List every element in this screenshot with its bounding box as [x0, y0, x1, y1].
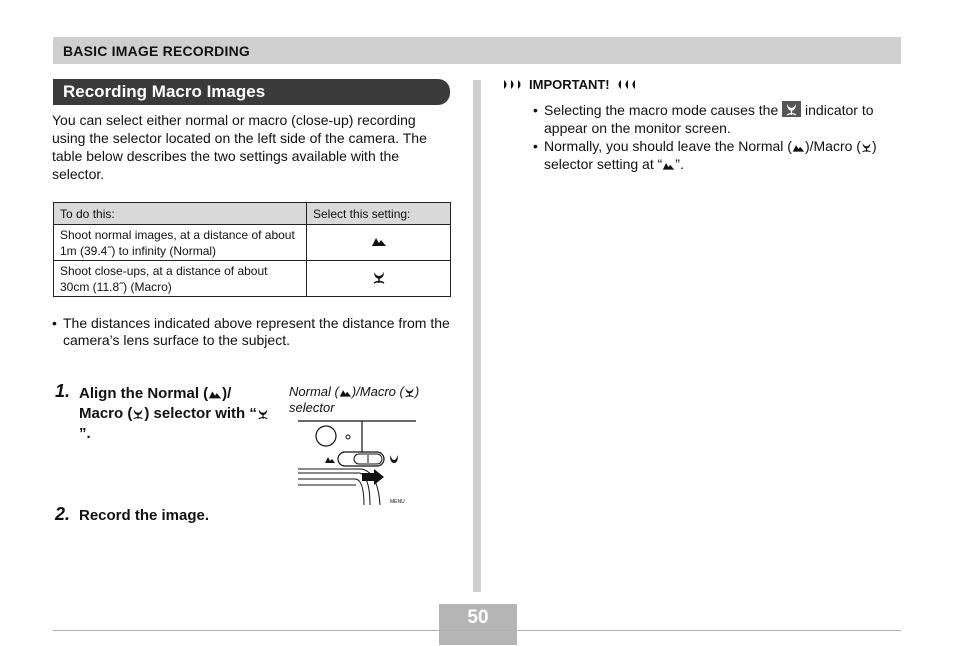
important-left-icon	[503, 79, 525, 90]
macro-flower-icon	[372, 271, 386, 284]
normal-mountain-icon	[371, 235, 387, 247]
important-label: IMPORTANT!	[529, 77, 610, 92]
table-header-row	[54, 203, 451, 225]
bullet-dot: •	[533, 138, 538, 154]
bullet-dot: •	[52, 315, 57, 331]
header-bar	[53, 37, 901, 64]
distance-note	[52, 315, 452, 349]
list-item-text	[544, 101, 903, 137]
list-item-text-a: Normally, you should leave the Normal (	[544, 138, 792, 154]
important-list	[533, 101, 903, 173]
step-1-text-b: )/ Macro (	[79, 385, 232, 422]
list-item-text-d: ”.	[675, 156, 684, 172]
table-cell-setting	[307, 261, 451, 297]
step-number: 2.	[55, 504, 71, 524]
list-item-text-b: indicator to appear on the monitor screen.	[544, 102, 874, 136]
macro-indicator-icon	[782, 101, 801, 117]
normal-mountain-icon	[208, 388, 222, 400]
table-row	[54, 225, 451, 261]
table-header-cell: Select this setting:	[307, 203, 451, 225]
figure-caption	[289, 384, 459, 416]
normal-mountain-icon	[792, 142, 805, 153]
step-1-text	[79, 384, 279, 444]
table-header-cell: To do this:	[54, 203, 307, 225]
list-item	[533, 137, 903, 173]
page-number-tab	[439, 631, 517, 645]
caption-text-c: ) selector	[289, 384, 420, 415]
table-row	[54, 261, 451, 297]
list-item	[533, 101, 903, 137]
normal-mountain-icon	[662, 160, 675, 171]
list-item-text-c: ) selector setting at “	[544, 138, 877, 172]
column-divider	[473, 80, 481, 592]
page-number: 50	[467, 607, 489, 628]
step-1-text-c: ) selector with “	[144, 405, 257, 422]
caption-text-a: Normal (	[289, 384, 339, 399]
note-text: The distances indicated above represent the distance from the camera’s lens surface to the subject.	[63, 315, 450, 348]
menu-label: MENU	[390, 499, 405, 505]
macro-flower-icon	[132, 408, 144, 420]
table-cell-description: Shoot normal images, at a distance of about 1m (39.4˝) to infinity (Normal)	[54, 225, 307, 261]
macro-flower-icon	[861, 142, 872, 153]
macro-flower-icon	[404, 387, 415, 398]
section-title: Recording Macro Images	[63, 82, 266, 101]
header-title: BASIC IMAGE RECORDING	[63, 43, 250, 59]
page-number-box	[439, 604, 517, 631]
list-item-text-a: Selecting the macro mode causes the	[544, 102, 783, 118]
step-2-text: Record the image.	[79, 507, 210, 524]
important-right-icon	[614, 79, 636, 90]
list-item-text	[544, 137, 903, 173]
macro-flower-icon	[257, 408, 269, 420]
section-title-bar	[53, 79, 450, 105]
step-1-text-d: ”.	[79, 425, 91, 442]
list-item-text-b: )/Macro (	[804, 138, 861, 154]
normal-mountain-icon	[339, 387, 352, 398]
settings-table	[53, 202, 451, 297]
camera-selector-illustration	[298, 417, 418, 509]
important-heading	[503, 77, 636, 92]
step-1-text-a: Align the Normal (	[79, 385, 209, 402]
step-number: 1.	[55, 381, 71, 401]
table-cell-setting	[307, 225, 451, 261]
table-cell-description: Shoot close-ups, at a distance of about 30cm (11.8˝) (Macro)	[54, 261, 307, 297]
caption-text-b: )/Macro (	[351, 384, 404, 399]
bullet-dot: •	[533, 102, 538, 118]
intro-paragraph: You can select either normal or macro (close-up) recording using the selector located on the left side of the camera. The table below describes the two settings available with the selector.	[52, 112, 427, 182]
